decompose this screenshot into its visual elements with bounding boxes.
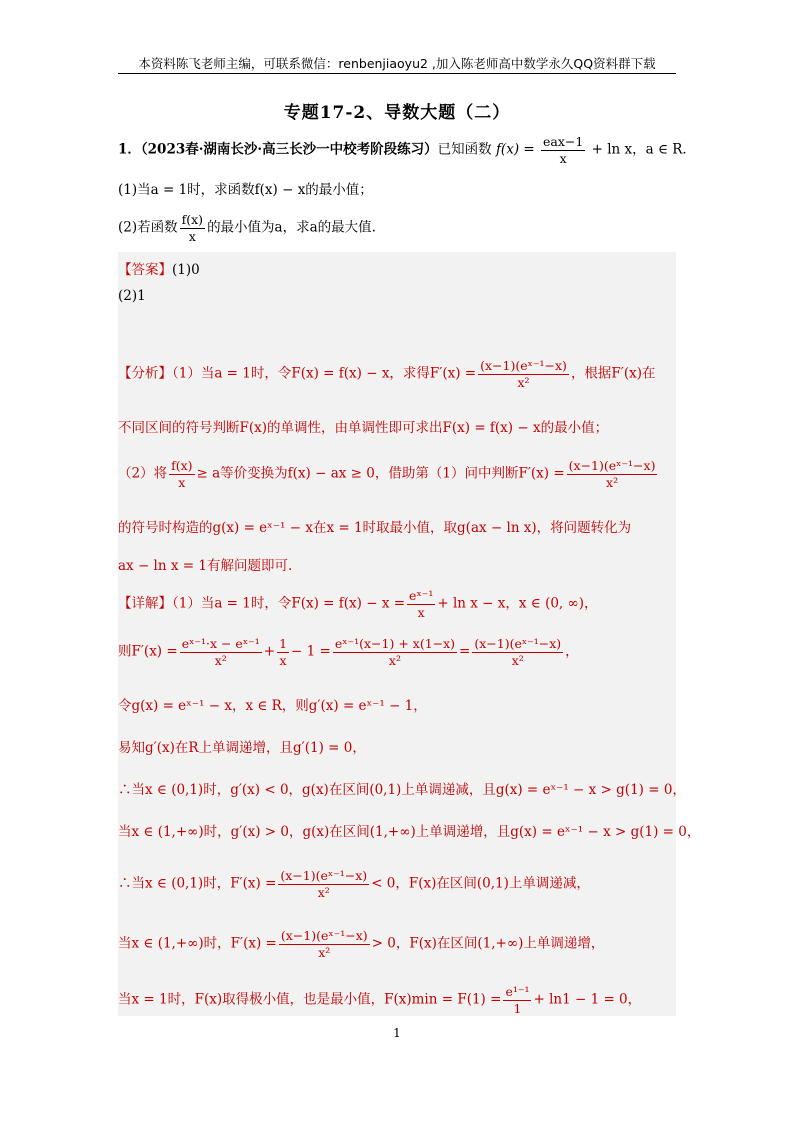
fraction-numerator: (x−1)(eˣ⁻¹−x) xyxy=(568,458,656,473)
answer-label: 【答案】 xyxy=(118,262,172,278)
fraction-denominator: x xyxy=(178,474,186,490)
analysis-fraction xyxy=(567,458,658,490)
detail-text: > 0，F(x)在区间(1,+∞)上单调递增， xyxy=(371,935,605,952)
detail-fraction xyxy=(279,928,370,960)
detail-line-6: 当x ∈ (1,+∞)时，g′(x) > 0，g(x)在区间(1,+∞)上单调递增，且g(x) = eˣ⁻¹ − x > g(1) = 0， xyxy=(118,824,701,840)
fraction-denominator: x² xyxy=(318,944,331,960)
detail-line-7 xyxy=(118,868,590,900)
detail-fraction xyxy=(503,984,531,1016)
fraction-denominator: x xyxy=(559,150,567,166)
question-1: (1)当a = 1时，求函数f(x) − x的最小值； xyxy=(118,182,373,198)
fraction-numerator: eax−1 xyxy=(542,134,584,149)
function-lhs: f(x) = xyxy=(495,141,535,158)
detail-text: + ln1 − 1 = 0， xyxy=(533,991,642,1008)
fraction-denominator: x² xyxy=(317,884,330,900)
detail-text: < 0，F(x)在区间(0,1)上单调递减， xyxy=(371,875,590,892)
q2-fraction xyxy=(180,212,205,244)
detail-line-8 xyxy=(118,928,604,960)
fraction-numerator: eˣ⁻¹ xyxy=(409,588,434,603)
fraction-numerator: eˣ⁻¹(x−1) + x(1−x) xyxy=(334,636,456,651)
detail-text: ， xyxy=(565,643,579,660)
fraction-numerator: eˣ⁻¹·x − eˣ⁻¹ xyxy=(181,636,260,651)
detail-fraction xyxy=(472,636,563,668)
detail-line-5: ∴当x ∈ (0,1)时，g′(x) < 0，g(x)在区间(0,1)上单调递减，且g(x) = eˣ⁻¹ − x > g(1) = 0， xyxy=(118,782,686,798)
detail-fraction xyxy=(278,868,369,900)
detail-label: 【详解】 xyxy=(118,595,172,612)
problem-source: （2023春·湖南长沙·高三长沙一中校考阶段练习） xyxy=(140,141,438,158)
analysis-line-4: 的符号时构造的g(x) = eˣ⁻¹ − x在x = 1时取最小值，取g(ax − ln x)，将问题转化为 xyxy=(118,520,632,536)
detail-operator: + xyxy=(263,643,276,660)
fraction-denominator: 1 xyxy=(513,1000,522,1016)
fraction-numerator: (x−1)(eˣ⁻¹−x) xyxy=(480,358,567,373)
fraction-numerator: (x−1)(eˣ⁻¹−x) xyxy=(280,868,368,883)
header-divider xyxy=(118,73,676,74)
detail-text: （1）当a = 1时，令F(x) = f(x) − x = xyxy=(172,595,406,612)
detail-text: ∴当x ∈ (0,1)时，F′(x) = xyxy=(118,875,277,892)
detail-fraction xyxy=(333,636,457,668)
fraction-numerator: f(x) xyxy=(181,212,204,227)
fraction-denominator: x² xyxy=(388,652,401,668)
detail-line-4: 易知g′(x)在R上单调递增，且g′(1) = 0， xyxy=(118,740,366,756)
analysis-label: 【分析】 xyxy=(118,365,172,382)
fraction-denominator: x² xyxy=(214,652,227,668)
problem-statement xyxy=(118,134,696,166)
fraction-numerator: (x−1)(eˣ⁻¹−x) xyxy=(280,928,368,943)
fraction-denominator: x xyxy=(279,652,287,668)
page-number: 1 xyxy=(393,1026,401,1040)
detail-operator: = xyxy=(459,643,471,660)
page-header: 本资料陈飞老师主编，可联系微信：renbenjiaoyu2 ,加入陈老师高中数学永久QQ资料群下载 xyxy=(138,56,656,71)
answer-2: (2)1 xyxy=(118,288,146,304)
q2-suffix: 的最小值为a，求a的最大值. xyxy=(207,219,376,236)
detail-text: + ln x − x，x ∈ (0, ∞)， xyxy=(437,595,598,612)
problem-intro: 已知函数 xyxy=(437,141,492,158)
detail-fraction xyxy=(180,636,262,668)
analysis-text: （1）当a = 1时，令F(x) = f(x) − x，求得F′(x) = xyxy=(172,365,477,382)
answer-1: (1)0 xyxy=(172,262,200,278)
question-2 xyxy=(118,212,376,244)
problem-number: 1． xyxy=(118,141,141,158)
analysis-fraction xyxy=(478,358,569,390)
answer-line-1 xyxy=(118,258,200,278)
analysis-text: （2）将 xyxy=(118,465,168,482)
analysis-line-5: ax − ln x = 1有解问题即可. xyxy=(118,558,293,574)
fraction-denominator: x² xyxy=(511,652,524,668)
detail-line-9 xyxy=(118,984,641,1016)
detail-text: 则F′(x) = xyxy=(118,643,178,660)
analysis-line-3 xyxy=(118,458,659,490)
analysis-text: ≥ a等价变换为f(x) − ax ≥ 0，借助第（1）问中判断F′(x) = xyxy=(196,465,565,482)
fraction-numerator: e¹⁻¹ xyxy=(505,984,530,999)
analysis-text: ，根据F′(x)在 xyxy=(570,365,656,382)
function-fraction xyxy=(541,134,585,166)
detail-operator: − 1 = xyxy=(291,643,331,660)
analysis-line-2: 不同区间的符号判断F(x)的单调性，由单调性即可求出F(x) = f(x) − x的最小值； xyxy=(118,420,609,436)
detail-fraction xyxy=(277,636,289,668)
fraction-numerator: 1 xyxy=(279,636,288,651)
q2-prefix: (2)若函数 xyxy=(118,219,178,236)
fraction-denominator: x² xyxy=(517,374,530,390)
fraction-numerator: (x−1)(eˣ⁻¹−x) xyxy=(474,636,562,651)
fraction-numerator: f(x) xyxy=(171,458,193,473)
fraction-denominator: x xyxy=(417,604,425,620)
detail-line-3: 令g(x) = eˣ⁻¹ − x，x ∈ R，则g′(x) = eˣ⁻¹ − 1， xyxy=(118,698,427,714)
analysis-fraction xyxy=(169,458,194,490)
detail-text: 当x = 1时，F(x)取得极小值，也是最小值，F(x)min = F(1) = xyxy=(118,991,502,1008)
fraction-denominator: x xyxy=(188,228,196,244)
analysis-line-1 xyxy=(118,358,656,390)
detail-line-1 xyxy=(118,588,598,620)
detail-text: 当x ∈ (1,+∞)时，F′(x) = xyxy=(118,935,277,952)
fraction-denominator: x² xyxy=(606,474,619,490)
document-title: 专题17-2、导数大题（二） xyxy=(283,103,511,123)
detail-line-2 xyxy=(118,636,579,668)
detail-fraction xyxy=(407,588,435,620)
function-tail: + ln x，a ∈ R． xyxy=(591,141,696,158)
